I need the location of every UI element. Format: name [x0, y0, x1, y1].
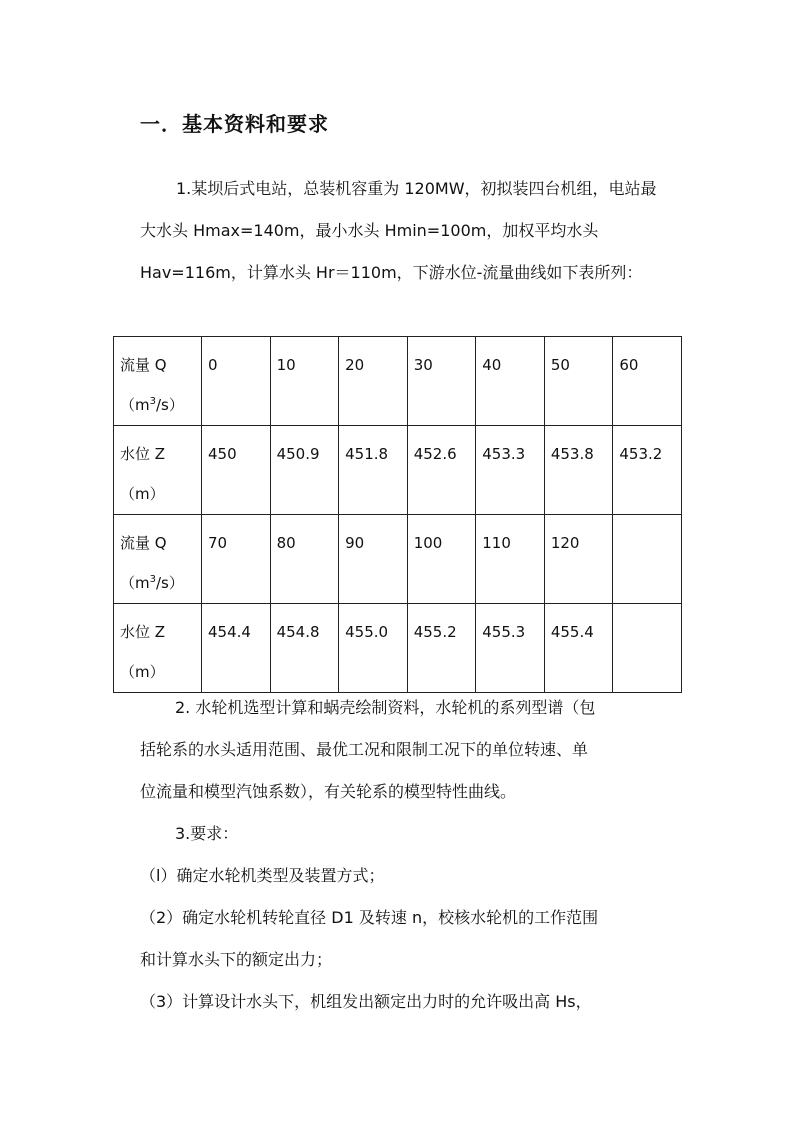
table-cell: 80	[270, 515, 339, 604]
table-cell: 454.8	[270, 604, 339, 693]
table-cell	[613, 515, 682, 604]
stage-discharge-table	[113, 336, 682, 693]
table-cell: 454.4	[202, 604, 271, 693]
table-cell: 453.8	[544, 426, 613, 515]
table-row	[114, 426, 682, 515]
table-cell: 30	[407, 337, 476, 426]
paragraph2-line1: 2. 水轮机选型计算和蜗壳绘制资料，水轮机的系列型谱（包	[175, 698, 596, 717]
table-row	[114, 604, 682, 693]
table-cell: 70	[202, 515, 271, 604]
paragraph2-line3: 位流量和模型汽蚀系数），有关轮系的模型特性曲线。	[140, 782, 517, 801]
table-cell: 60	[613, 337, 682, 426]
table-cell: 100	[407, 515, 476, 604]
unit-text: （m）	[120, 663, 165, 681]
table-row	[114, 515, 682, 604]
table-cell: 40	[476, 337, 545, 426]
table-cell: 120	[544, 515, 613, 604]
table-cell: 450.9	[270, 426, 339, 515]
table-cell: 455.4	[544, 604, 613, 693]
table-cell: 10	[270, 337, 339, 426]
table-cell: 453.2	[613, 426, 682, 515]
table-cell	[613, 604, 682, 693]
paragraph-basic-info: 1.某坝后式电站，总装机容重为 120MW，初拟装四台机组，电站最大水头 Hmax=140m，最小水头 Hmin=100m，加权平均水头 Hav=116m，计算水头 Hr＝110m，下游水位-流量曲线如下表所列：	[140, 179, 657, 282]
table-row	[114, 337, 682, 426]
table-cell: 455.0	[339, 604, 408, 693]
row-label-quantity: 流量 Q	[120, 534, 167, 552]
row-label	[114, 515, 202, 604]
row-label-quantity: 流量 Q	[120, 356, 167, 374]
unit-text: （m）	[120, 485, 165, 503]
requirement-item-2-line2: 和计算水头下的额定出力；	[140, 950, 333, 969]
row-label-unit	[120, 652, 195, 692]
row-label-unit	[120, 563, 195, 603]
section-heading: 一．基本资料和要求	[140, 112, 329, 136]
requirement-item-1: （l）确定水轮机类型及装置方式；	[140, 866, 385, 885]
row-label	[114, 337, 202, 426]
table-cell: 50	[544, 337, 613, 426]
row-label-quantity: 水位 Z	[120, 623, 166, 641]
table-cell: 110	[476, 515, 545, 604]
row-label-quantity: 水位 Z	[120, 445, 166, 463]
unit-text-tail: /s）	[156, 574, 184, 592]
table-cell: 451.8	[339, 426, 408, 515]
table-cell: 455.2	[407, 604, 476, 693]
row-label-unit	[120, 474, 195, 514]
table-cell: 90	[339, 515, 408, 604]
table-cell: 455.3	[476, 604, 545, 693]
requirements-title: 3.要求：	[175, 824, 239, 843]
requirement-item-2-line1: （2）确定水轮机转轮直径 D1 及转速 n，校核水轮机的工作范围	[140, 908, 599, 927]
paragraph2-line2: 括轮系的水头适用范围、最优工况和限制工况下的单位转速、单	[140, 740, 589, 759]
unit-text: （m	[120, 574, 150, 592]
table-cell: 450	[202, 426, 271, 515]
row-label	[114, 604, 202, 693]
unit-text: （m	[120, 396, 150, 414]
table-cell: 0	[202, 337, 271, 426]
row-label	[114, 426, 202, 515]
unit-text-tail: /s）	[156, 396, 184, 414]
row-label-unit	[120, 385, 195, 425]
table-cell: 453.3	[476, 426, 545, 515]
unit-superscript: 3	[149, 396, 156, 407]
requirement-item-3: （3）计算设计水头下，机组发出额定出力时的允许吸出高 Hs，	[140, 992, 592, 1011]
table-cell: 452.6	[407, 426, 476, 515]
table-cell: 20	[339, 337, 408, 426]
unit-superscript: 3	[149, 574, 156, 585]
